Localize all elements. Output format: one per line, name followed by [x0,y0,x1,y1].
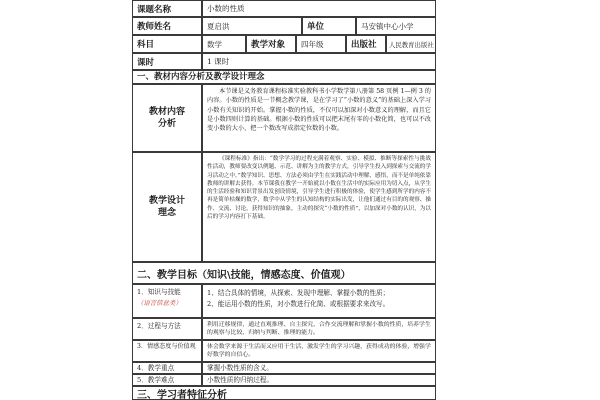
key-point-text: 掌握小数性质的含义。 [202,362,436,374]
teacher-name-label: 教师姓名 [132,17,202,35]
analysis-label: 教材内容分析 [132,84,202,152]
objective-emotion-label: 3．情感态度与价值观 [132,340,202,362]
publisher-value: 人民教育出版社 [386,35,436,53]
section-1-title: 一、教材内容分析及教学设计理念 [132,70,436,84]
course-name-label: 课题名称 [132,0,202,17]
objective-emotion-text: 体会数学来源于生活而又应用于生活，激发学生的学习兴趣，获得成功的体验，增强学好数学的自信心。 [202,340,436,362]
target-label: 教学对象 [246,35,296,53]
design-concept-label: 教学设计理念 [132,152,202,262]
difficulty-label: 5．教学难点 [132,374,202,386]
section-2-title: 二、教学目标（知识\技能，情感态度、价值观） [132,262,436,284]
key-point-label: 4．教学重点 [132,362,202,374]
hours-label: 课时 [132,53,202,70]
publisher-label: 出版社 [346,35,386,53]
unit-value: 马安镇中心小学 [356,17,436,35]
analysis-text: 本节课是义务教育课程标准实验教科书小学数学第八册第 58 页例 1—例 3 的内容。小数的性质是一节概念教学课，是在学习了“小数的意义”的基础上深入学习小数有关知识的开始。掌握小数的性质，不仅可以加深对小数意义的理解，而且它是小数四则计算的基础。根据小数的性质可以把末尾有零的小数化简，也可以不改变小数的大小，把一个数改写成指定位数的小数。 [202,84,436,152]
objective-process-text: 利用迁移规律，通过直观推理、自主探究、合作交流理解和掌握小数的性质，培养学生的观察与比较、归纳与判断、推理的能力。 [202,318,436,340]
difficulty-text: 小数性质的归纳过程。 [202,374,436,386]
teacher-name-value: 夏启洪 [202,17,302,35]
subject-value: 数学 [202,35,246,53]
section-3-title: 三、学习者特征分析 [132,386,436,400]
hours-value: 1 课时 [202,53,436,70]
course-name-value: 小数的性质 [202,0,436,17]
objective-knowledge-text: 1、结合具体的情境，从探索、发现中理解、掌握小数的性质； 2、能运用小数的性质，对小数进行化简、或根据要求来改写。 [202,284,436,318]
objective-label-text: 1．知识与技能 [137,288,181,296]
objective-process-label: 2．过程与方法 [132,318,202,340]
target-value: 四年级 [296,35,346,53]
design-concept-text: 《课程标准》指出：“数学学习的过程充满着观察、实验、模拟、推断等探索性与挑战性活动，教师要改变以例题、示范、讲解为主的教学方式，引导学生投入到探索与交流的学习活动之中。”数学知识、思想、方法必须由学生在实践活动中理解、感悟，而不是单纯依靠教师的讲解去获得。本节课我在教学一开始就以小数在生活中的实际应用为切入点，从学生的生活经验和知识背景出发创设情境，引导学生进行积极的体验，使学生感到所学的内容不再是简单枯燥的数学，数学中从学生的认知结构的实际出发，让他们通过有目的的观察、操作、交流、讨论，获得知识的抽象，主动的探究“小数的性质”，以加深对小数的认识，为以后的学习内容打下基础。 [202,152,436,262]
objective-knowledge-note: （语言信息类） [137,299,182,307]
lesson-plan-table [132,0,436,400]
unit-label: 单位 [302,17,356,35]
objective-knowledge-label [132,284,202,318]
subject-label: 科目 [132,35,202,53]
